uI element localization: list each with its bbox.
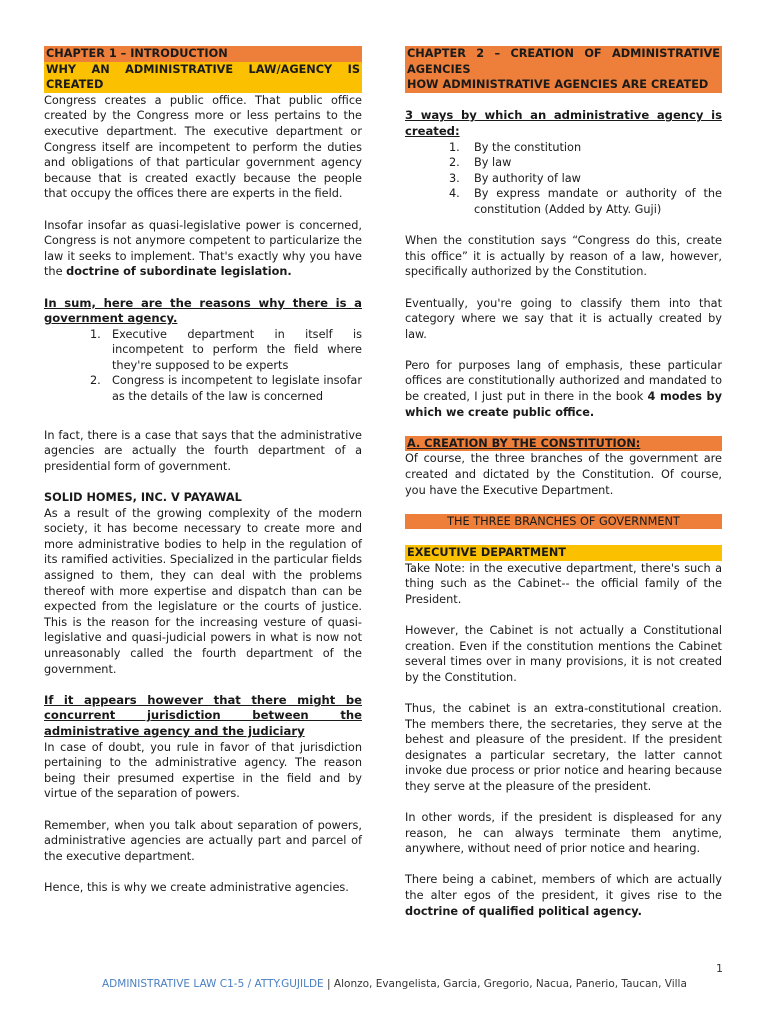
doctrine-term: doctrine of subordinate legislation. <box>66 265 292 279</box>
paragraph: As a result of the growing complexity of the modern society, it has become necessary to create more and more administrative bodies to help in the regulation of its ramified activities. Specialized in the particular fields assigned to them, they can deal with the problems thereof with more expertise and dispatch than can be expected from the legislature or the courts of justice. This is the reason for the increasing vesture of quasi-legislative and quasi-judicial powers in what is now not unreasonably called the fourth department of the government. <box>44 506 362 676</box>
footer-separator: | <box>323 978 334 990</box>
list-text: By express mandate or authority of the constitution (Added by Atty. Guji) <box>474 187 722 216</box>
paragraph-text: Insofar insofar as quasi-legislative power is concerned, Congress is not anymore competent to particularize the law it seeks to implement. That's exactly why you have the <box>44 218 362 279</box>
footer-course: ADMINISTRATIVE LAW C1-5 / ATTY.GUJILDE <box>102 978 324 990</box>
list-item <box>405 186 722 217</box>
executive-department-heading: EXECUTIVE DEPARTMENT <box>405 545 722 561</box>
page-footer <box>102 978 687 990</box>
section-heading: If it appears however that there might be concurrent jurisdiction between the administrative agency and the judiciary <box>44 692 362 738</box>
list-text: Congress is incompetent to legislate insofar as the details of the law is concerned <box>112 374 362 404</box>
page-number: 1 <box>716 962 723 975</box>
paragraph: Remember, when you talk about separation of powers, administrative agencies are actually part and parcel of the executive department. <box>44 818 362 863</box>
list-number: 3. <box>449 171 460 185</box>
paragraph <box>405 872 722 919</box>
doctrine-term: doctrine of qualified political agency. <box>405 904 642 918</box>
emphasis-text: 4 modes by which we create public office. <box>405 390 722 419</box>
ways-list <box>405 140 722 218</box>
list-item <box>405 155 722 171</box>
list-item <box>44 373 362 404</box>
paragraph: However, the Cabinet is not actually a Constitutional creation. Even if the constitution mentions the Cabinet several times over in many provisions, it is not created by the Constitution. <box>405 623 722 684</box>
list-text: By law <box>474 156 512 170</box>
list-number: 2. <box>449 156 460 170</box>
paragraph: In case of doubt, you rule in favor of that jurisdiction pertaining to the administrative agency. The reason being their presumed expertise in the field and by virtue of the separation of powers. <box>44 740 362 801</box>
right-column <box>405 46 722 919</box>
three-branches-banner: THE THREE BRANCHES OF GOVERNMENT <box>405 514 722 530</box>
paragraph: In fact, there is a case that says that the administrative agencies are actually the fourth department of a presidential form of government. <box>44 428 362 473</box>
paragraph: Congress creates a public office. That public office created by the Congress more or less pertains to the executive department. The executive department or Congress itself are incompetent to perform the duties and obligations of that particular government agency because that is created exactly because the people that occupy the offices there are experts in the field. <box>44 93 362 201</box>
paragraph: Take Note: in the executive department, there's such a thing such as the Cabinet-- the official family of the President. <box>405 561 722 606</box>
list-number: 1. <box>449 140 460 154</box>
list-number: 2. <box>90 374 101 388</box>
paragraph: In other words, if the president is displeased for any reason, he can always terminate them anytime, anywhere, without need of prior notice and hearing. <box>405 811 722 856</box>
list-text: Executive department in itself is incompetent to perform the field where they're supposed to be experts <box>112 327 362 372</box>
list-text: By the constitution <box>474 140 582 154</box>
list-number: 1. <box>90 327 101 341</box>
chapter-2-subtitle: HOW ADMINISTRATIVE AGENCIES ARE CREATED <box>405 77 722 93</box>
chapter-1-title: CHAPTER 1 – INTRODUCTION <box>44 46 362 62</box>
list-text: By authority of law <box>474 171 581 185</box>
list-item <box>405 171 722 187</box>
section-a-heading: A. CREATION BY THE CONSTITUTION: <box>405 436 722 452</box>
section-heading: 3 ways by which an administrative agency is created: <box>405 108 722 138</box>
footer-authors: Alonzo, Evangelista, Garcia, Gregorio, Nacua, Panerio, Taucan, Villa <box>333 978 687 990</box>
left-column <box>44 46 362 895</box>
chapter-1-subtitle: WHY AN ADMINISTRATIVE LAW/AGENCY IS CREATED <box>46 62 360 92</box>
paragraph: Hence, this is why we create administrative agencies. <box>44 880 349 894</box>
list-number: 4. <box>449 187 460 201</box>
chapter-2-title: CHAPTER 2 – CREATION OF ADMINISTRATIVE AGENCIES <box>407 47 720 76</box>
section-heading: In sum, here are the reasons why there is a government agency. <box>44 295 362 326</box>
paragraph: Of course, the three branches of the government are created and dictated by the Constitution. Of course, you have the Executive Department. <box>405 452 722 497</box>
paragraph: Eventually, you're going to classify them into that category where we say that it is actually created by law. <box>405 296 722 341</box>
case-title: SOLID HOMES, INC. V PAYAWAL <box>44 491 242 505</box>
list-item <box>405 140 722 156</box>
paragraph-text: There being a cabinet, members of which are actually the alter egos of the president, it gives rise to the <box>405 873 722 903</box>
list-item <box>44 327 362 374</box>
paragraph <box>405 358 722 420</box>
reasons-list <box>44 327 362 405</box>
paragraph <box>44 218 362 280</box>
paragraph-text: Pero for purposes lang of emphasis, these particular offices are constitutionally authorized and mandated to be created, I just put in there in the book <box>405 358 722 404</box>
paragraph: Thus, the cabinet is an extra-constitutional creation. The members there, the secretaries, they serve at the behest and pleasure of the president. If the president designates a particular secretary, the latter cannot invoke due process or prior notice and hearing because they serve at the pleasure of the president. <box>405 701 722 793</box>
paragraph: When the constitution says “Congress do this, create this office” it is actually by reason of a law, however, specifically authorized by the Constitution. <box>405 234 722 279</box>
